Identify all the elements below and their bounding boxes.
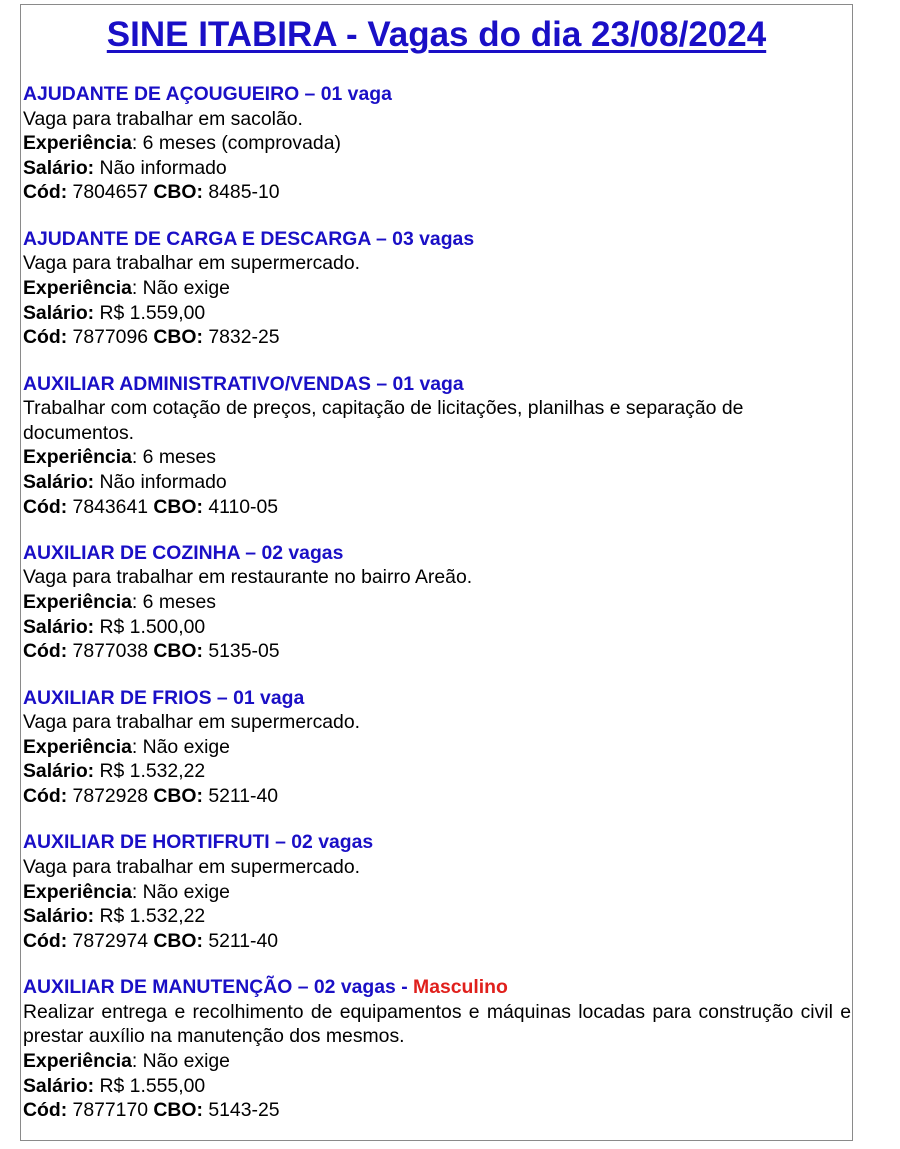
cbo-label: CBO:	[153, 181, 203, 204]
cod-value: 7872974	[67, 929, 154, 952]
gender-requirement: Masculino	[413, 976, 508, 999]
job-salary	[23, 904, 851, 929]
cod-label: Cód:	[23, 326, 68, 349]
salary-value: R$ 1.559,00	[94, 301, 206, 324]
job-listing	[23, 975, 851, 1123]
salary-value: R$ 1.532,22	[94, 905, 206, 928]
job-title	[23, 975, 851, 1000]
job-title-text: AUXILIAR DE COZINHA – 02 vagas	[23, 541, 344, 564]
job-codes	[23, 180, 851, 205]
salary-value: R$ 1.555,00	[94, 1074, 206, 1097]
job-salary	[23, 470, 851, 495]
job-title	[23, 830, 851, 855]
experience-value: : Não exige	[131, 1049, 230, 1072]
job-codes	[23, 929, 851, 954]
job-listing	[23, 227, 851, 350]
cod-value: 7872928	[67, 785, 154, 808]
job-title	[23, 686, 851, 711]
job-experience	[23, 880, 851, 905]
experience-label: Experiência	[23, 276, 132, 299]
experience-value: : 6 meses	[131, 446, 216, 469]
job-experience	[23, 276, 851, 301]
job-listing	[23, 372, 851, 520]
experience-label: Experiência	[23, 591, 132, 614]
job-experience	[23, 1049, 851, 1074]
job-list	[23, 82, 851, 1145]
job-listing	[23, 82, 851, 205]
job-title-text: AUXILIAR DE FRIOS – 01 vaga	[23, 686, 305, 709]
salary-label: Salário:	[23, 156, 95, 179]
cod-value: 7877170	[67, 1099, 154, 1122]
job-title	[23, 82, 851, 107]
experience-label: Experiência	[23, 1049, 132, 1072]
salary-value: R$ 1.532,22	[94, 760, 206, 783]
cod-value: 7804657	[67, 181, 154, 204]
cbo-value: 7832-25	[202, 326, 280, 349]
cbo-label: CBO:	[153, 785, 203, 808]
cbo-label: CBO:	[153, 640, 203, 663]
job-experience	[23, 445, 851, 470]
job-salary	[23, 615, 851, 640]
experience-value: : Não exige	[131, 880, 230, 903]
job-codes	[23, 639, 851, 664]
job-experience	[23, 735, 851, 760]
job-description: Vaga para trabalhar em supermercado.	[23, 856, 361, 879]
cbo-label: CBO:	[153, 326, 203, 349]
cod-value: 7877038	[67, 640, 154, 663]
job-title-text: AJUDANTE DE CARGA E DESCARGA – 03 vagas	[23, 227, 475, 250]
salary-label: Salário:	[23, 1074, 95, 1097]
cbo-value: 8485-10	[202, 181, 280, 204]
cod-value: 7843641	[67, 495, 154, 518]
salary-label: Salário:	[23, 905, 95, 928]
job-title-text: AUXILIAR DE HORTIFRUTI – 02 vagas	[23, 831, 374, 854]
cod-label: Cód:	[23, 495, 68, 518]
experience-value: : Não exige	[131, 276, 230, 299]
salary-value: Não informado	[94, 470, 227, 493]
job-salary	[23, 156, 851, 181]
experience-label: Experiência	[23, 132, 132, 155]
cbo-label: CBO:	[153, 495, 203, 518]
job-description: Vaga para trabalhar em restaurante no bairro Areão.	[23, 566, 473, 589]
job-codes	[23, 325, 851, 350]
job-description: Realizar entrega e recolhimento de equipamentos e máquinas locadas para construção civil e prestar auxílio na manutenção dos mesmos.	[23, 1000, 851, 1048]
cod-value: 7877096	[67, 326, 154, 349]
job-salary	[23, 759, 851, 784]
job-title	[23, 541, 851, 566]
job-listing	[23, 541, 851, 664]
job-title-text: AUXILIAR ADMINISTRATIVO/VENDAS – 01 vaga	[23, 372, 464, 395]
job-description: Vaga para trabalhar em supermercado.	[23, 252, 361, 275]
salary-value: R$ 1.500,00	[94, 615, 206, 638]
job-experience	[23, 590, 851, 615]
job-codes	[23, 495, 851, 520]
salary-label: Salário:	[23, 615, 95, 638]
cod-label: Cód:	[23, 1099, 68, 1122]
experience-value: : 6 meses	[131, 591, 216, 614]
job-salary	[23, 1074, 851, 1099]
cbo-label: CBO:	[153, 1099, 203, 1122]
cod-label: Cód:	[23, 929, 68, 952]
job-experience	[23, 131, 851, 156]
salary-label: Salário:	[23, 760, 95, 783]
job-salary	[23, 301, 851, 326]
job-description: Vaga para trabalhar em supermercado.	[23, 711, 361, 734]
experience-value: : 6 meses (comprovada)	[131, 132, 341, 155]
cbo-value: 5135-05	[202, 640, 280, 663]
job-description: Trabalhar com cotação de preços, capitação de licitações, planilhas e separação de documentos.	[23, 397, 744, 444]
cbo-value: 5211-40	[202, 929, 279, 952]
job-title	[23, 227, 851, 252]
experience-label: Experiência	[23, 880, 132, 903]
cod-label: Cód:	[23, 785, 68, 808]
job-codes	[23, 784, 851, 809]
salary-label: Salário:	[23, 301, 95, 324]
salary-value: Não informado	[94, 156, 227, 179]
cod-label: Cód:	[23, 640, 68, 663]
experience-label: Experiência	[23, 446, 132, 469]
job-description: Vaga para trabalhar em sacolão.	[23, 107, 303, 130]
cod-label: Cód:	[23, 181, 68, 204]
job-title-text: AUXILIAR DE MANUTENÇÃO – 02 vagas -	[23, 976, 414, 999]
experience-value: : Não exige	[131, 735, 230, 758]
page-title: SINE ITABIRA - Vagas do dia 23/08/2024	[106, 15, 767, 54]
salary-label: Salário:	[23, 470, 95, 493]
job-title	[23, 372, 851, 397]
job-listing	[23, 830, 851, 953]
experience-label: Experiência	[23, 735, 132, 758]
cbo-value: 5143-25	[202, 1099, 280, 1122]
job-listing	[23, 686, 851, 809]
cbo-value: 5211-40	[202, 785, 279, 808]
job-title-text: AJUDANTE DE AÇOUGUEIRO – 01 vaga	[23, 83, 392, 105]
cbo-value: 4110-05	[202, 495, 279, 518]
cbo-label: CBO:	[153, 929, 203, 952]
job-codes	[23, 1098, 851, 1123]
